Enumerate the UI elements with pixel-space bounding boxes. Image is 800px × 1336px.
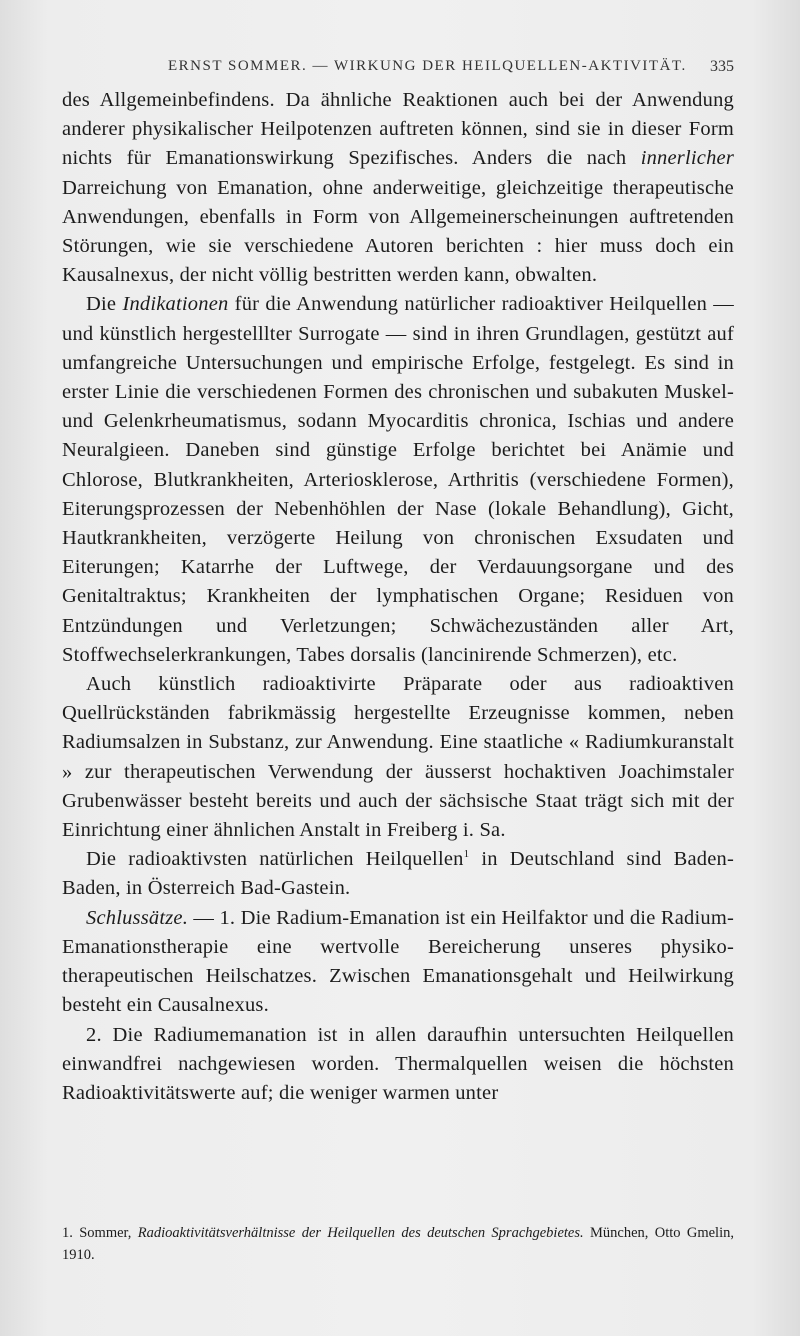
emphasis-innerlicher: innerlicher bbox=[640, 147, 734, 170]
page-number: 335 bbox=[710, 58, 734, 75]
paragraph-4: Die radioaktivsten natürlichen Heilquellen$^1$ in Deutschland sind Baden-Baden, in Österreich Bad-Gastein. bbox=[62, 848, 734, 900]
emphasis-indikationen: Indikationen bbox=[122, 293, 229, 316]
page-header bbox=[62, 58, 734, 82]
paragraph-6: 2. Die Radiumemanation ist in allen daraufhin untersuchten Heilquellen einwandfrei nachgewiesen worden. Thermalquellen weisen die höchsten Radioaktivitätswerte auf; die weniger warmen unter bbox=[62, 1023, 734, 1104]
footnote-marker: 1 bbox=[463, 848, 470, 861]
footnote-title: Radioaktivitätsverhältnisse der Heilquellen des deutschen Sprachgebietes. bbox=[137, 1225, 584, 1241]
paragraph-2: Die Indikationen für die Anwendung natürlicher radioaktiver Heilquellen — und künstlich hergestelllter Surrogate — sind in ihren Grundlagen, gestützt auf umfangreiche Untersuchungen und empirische Erfolge, festgelegt. Es sind in erster Linie die verschiedenen Formen des chronischen und subakuten Muskel- und Gelenkrheumatismus, sodann Myocarditis chronica, Ischias und andere Neuralgieen. Daneben sind günstige Erfolge berichtet bei Anämie und Chlorose, Blutkrankheiten, Arteriosklerose, Arthritis (verschiedene Formen), Eiterungsprozessen der Nebenhöhlen der Nase (lokale Behandlung), Gicht, Hautkrankheiten, verzögerte Heilung von chronischen Exsudaten und Eiterungen; Katarrhe der Luftwege, der Verdauungsorgane und des Genitaltraktus; Krankheiten der lymphatischen Organe; Residuen von Entzündungen und Verletzungen; Schwächezuständen aller Art, Stoffwechselerkrankungen, Tabes dorsalis (lancinirende Schmerzen), etc. bbox=[62, 293, 734, 666]
running-title: ERNST SOMMER. — WIRKUNG DER HEILQUELLEN-AKTIVITÄT. bbox=[168, 58, 687, 74]
footnote: 1. Sommer, Radioaktivitätsverhältnisse der Heilquellen des deutschen Sprachgebietes. München, Otto Gmelin, 1910. bbox=[62, 1225, 734, 1263]
paragraph-3: Auch künstlich radioaktivirte Präparate oder aus radioaktiven Quellrückständen fabrikmässig hergestellte Erzeugnisse kommen, neben Radiumsalzen in Substanz, zur Anwendung. Eine staatliche « Radiumkuranstalt » zur therapeutischen Verwendung der äusserst hochaktiven Joachimstaler Grubenwässer besteht bereits und auch der sächsische Staat trägt sich mit der Einrichtung einer ähnlichen Anstalt in Freiberg i. Sa. bbox=[62, 673, 734, 842]
paragraph-5: Schlussätze. — 1. Die Radium-Emanation ist ein Heilfaktor und die Radium-Emanationstherapie eine wertvolle Bereicherung unseres physiko-therapeutischen Heilschatzes. Zwischen Emanationsgehalt und Heilwirkung besteht ein Causalnexus. bbox=[62, 906, 734, 1017]
paragraph-1: des Allgemeinbefindens. Da ähnliche Reaktionen auch bei der Anwendung anderer physikalischer Heilpotenzen auftreten können, sind sie in dieser Form nichts für Emanationswirkung Spezifisches. Anders die nach innerlicher Darreichung von Emanation, ohne anderweitige, gleichzeitige therapeutische Anwendungen, ebenfalls in Form von Allgemeinerscheinungen auftretenden Störungen, wie sie verschiedene Autoren berichten : hier muss doch ein Kausalnexus, der nicht völlig bestritten werden kann, obwalten. bbox=[62, 89, 734, 287]
body-text bbox=[62, 86, 734, 1108]
emphasis-schlussaetze: Schlussätze. bbox=[86, 906, 189, 929]
